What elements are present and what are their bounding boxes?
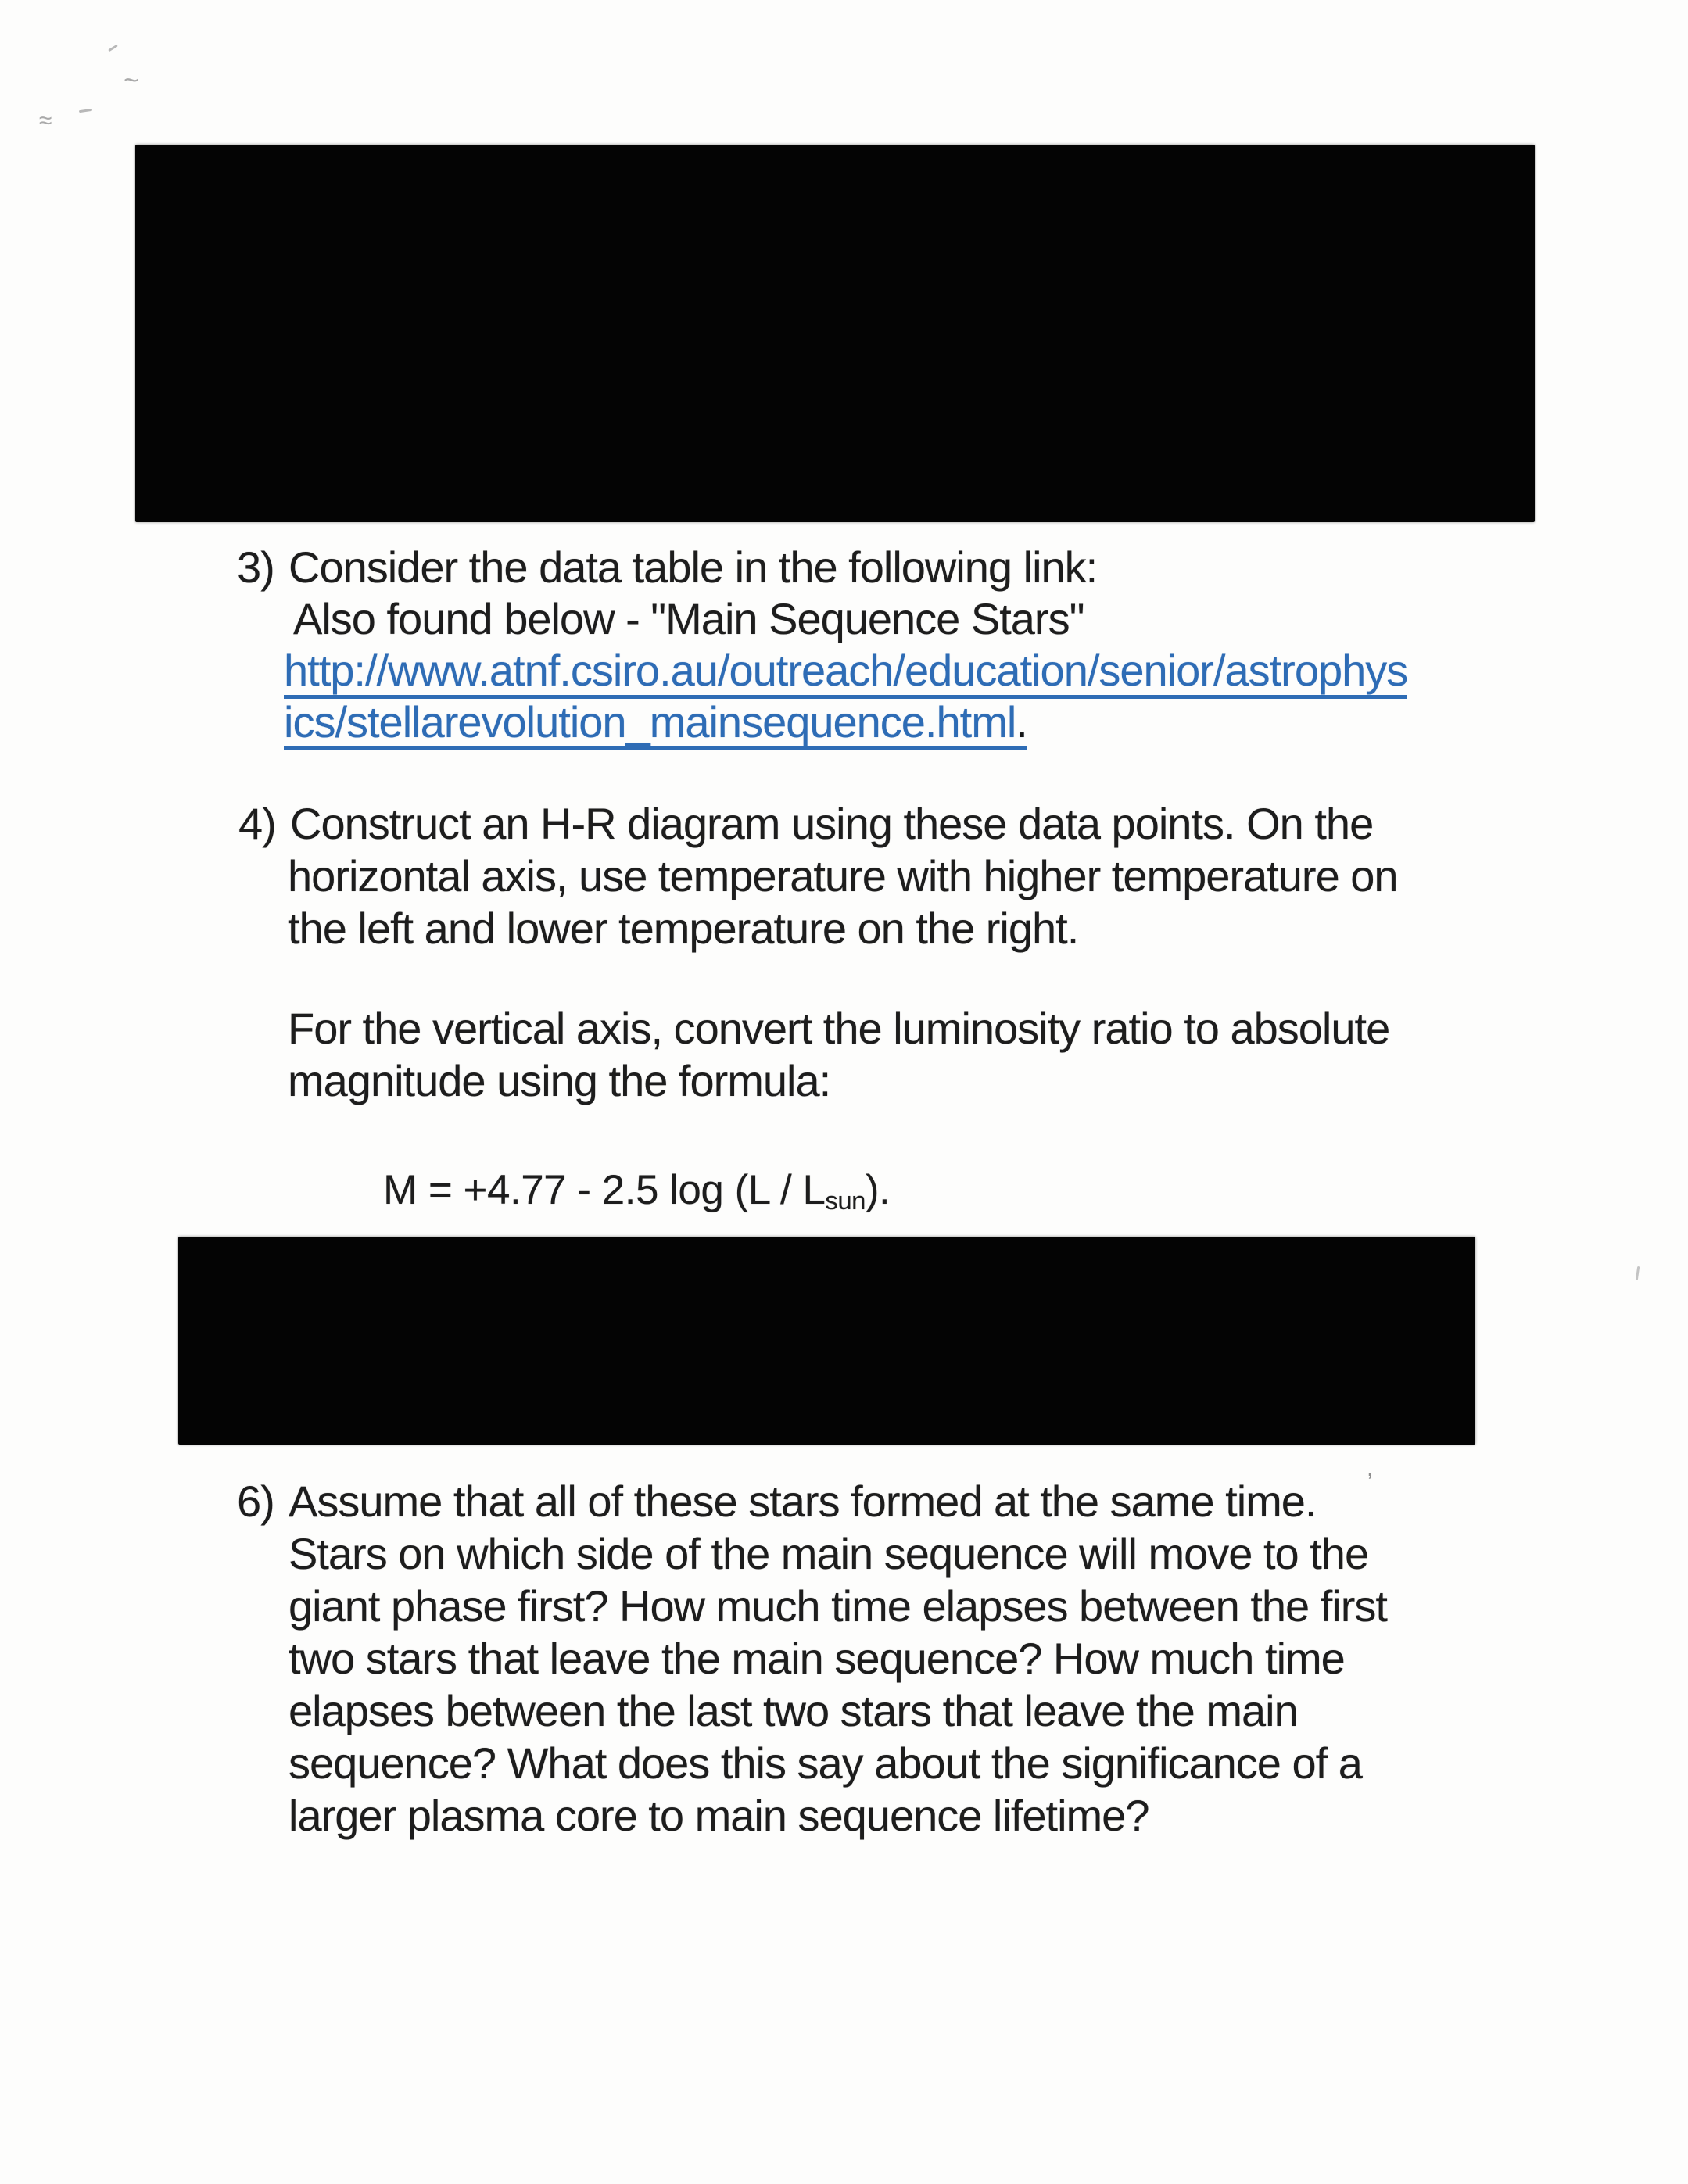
q6-line-7: larger plasma core to main sequence lifetime? (289, 1791, 1149, 1840)
q4-continued-line-2: magnitude using the formula: (288, 1056, 831, 1105)
formula-rhs: ). (865, 1167, 891, 1213)
hyperlink-text[interactable]: ics/stellarevolution_mainsequence.html. (284, 698, 1027, 750)
q3-note-line: Also found below - "Main Sequence Stars" (293, 594, 1084, 643)
q4-line-3: the left and lower temperature on the right. (288, 904, 1079, 953)
link-period: . (1016, 697, 1027, 746)
pencil-mark-1 (108, 45, 118, 52)
q6-line-2: Stars on which side of the main sequence will move to the (289, 1529, 1369, 1578)
q6-line-3: giant phase first? How much time elapses between the first (289, 1581, 1387, 1631)
q3-number: 3) (237, 542, 274, 592)
q3-link-line-2[interactable] (284, 696, 1027, 750)
scan-artifact-1: , (1367, 1455, 1374, 1481)
q3-intro-text: Consider the data table in the following link: (289, 542, 1098, 592)
q3-link-line-1[interactable] (284, 644, 1407, 699)
q4-line-2: horizontal axis, use temperature with higher temperature on (288, 851, 1398, 900)
hyperlink-text[interactable]: http://www.atnf.csiro.au/outreach/education/senior/astrophys (284, 646, 1407, 699)
q4-number: 4) (238, 799, 276, 848)
magnitude-formula (383, 1164, 890, 1226)
formula-lhs: M = +4.77 - 2.5 log (L / L (383, 1167, 826, 1213)
q4-text-1: Construct an H-R diagram using these data points. On the (290, 799, 1374, 848)
q4-continued-line-1: For the vertical axis, convert the luminosity ratio to absolute (288, 1004, 1390, 1053)
redaction-block-1 (135, 145, 1535, 522)
pencil-mark-3 (79, 109, 92, 113)
formula-subscript: sun (825, 1186, 866, 1216)
redaction-block-2 (178, 1237, 1475, 1445)
q6-line-4: two stars that leave the main sequence? How much time (289, 1634, 1345, 1683)
q6-line-6: sequence? What does this say about the significance of a (289, 1738, 1362, 1788)
q6-number: 6) (237, 1477, 274, 1526)
q3-heading-line (237, 541, 1097, 593)
q6-line-1 (237, 1475, 1316, 1527)
q4-line-1 (238, 797, 1373, 850)
pencil-mark-2: ~ (124, 66, 139, 95)
q6-text-1: Assume that all of these stars formed at the same time. (289, 1477, 1317, 1526)
pencil-mark-4: ≈ (39, 108, 52, 134)
scan-artifact-2 (1636, 1266, 1640, 1280)
q6-line-5: elapses between the last two stars that leave the main (289, 1686, 1298, 1735)
